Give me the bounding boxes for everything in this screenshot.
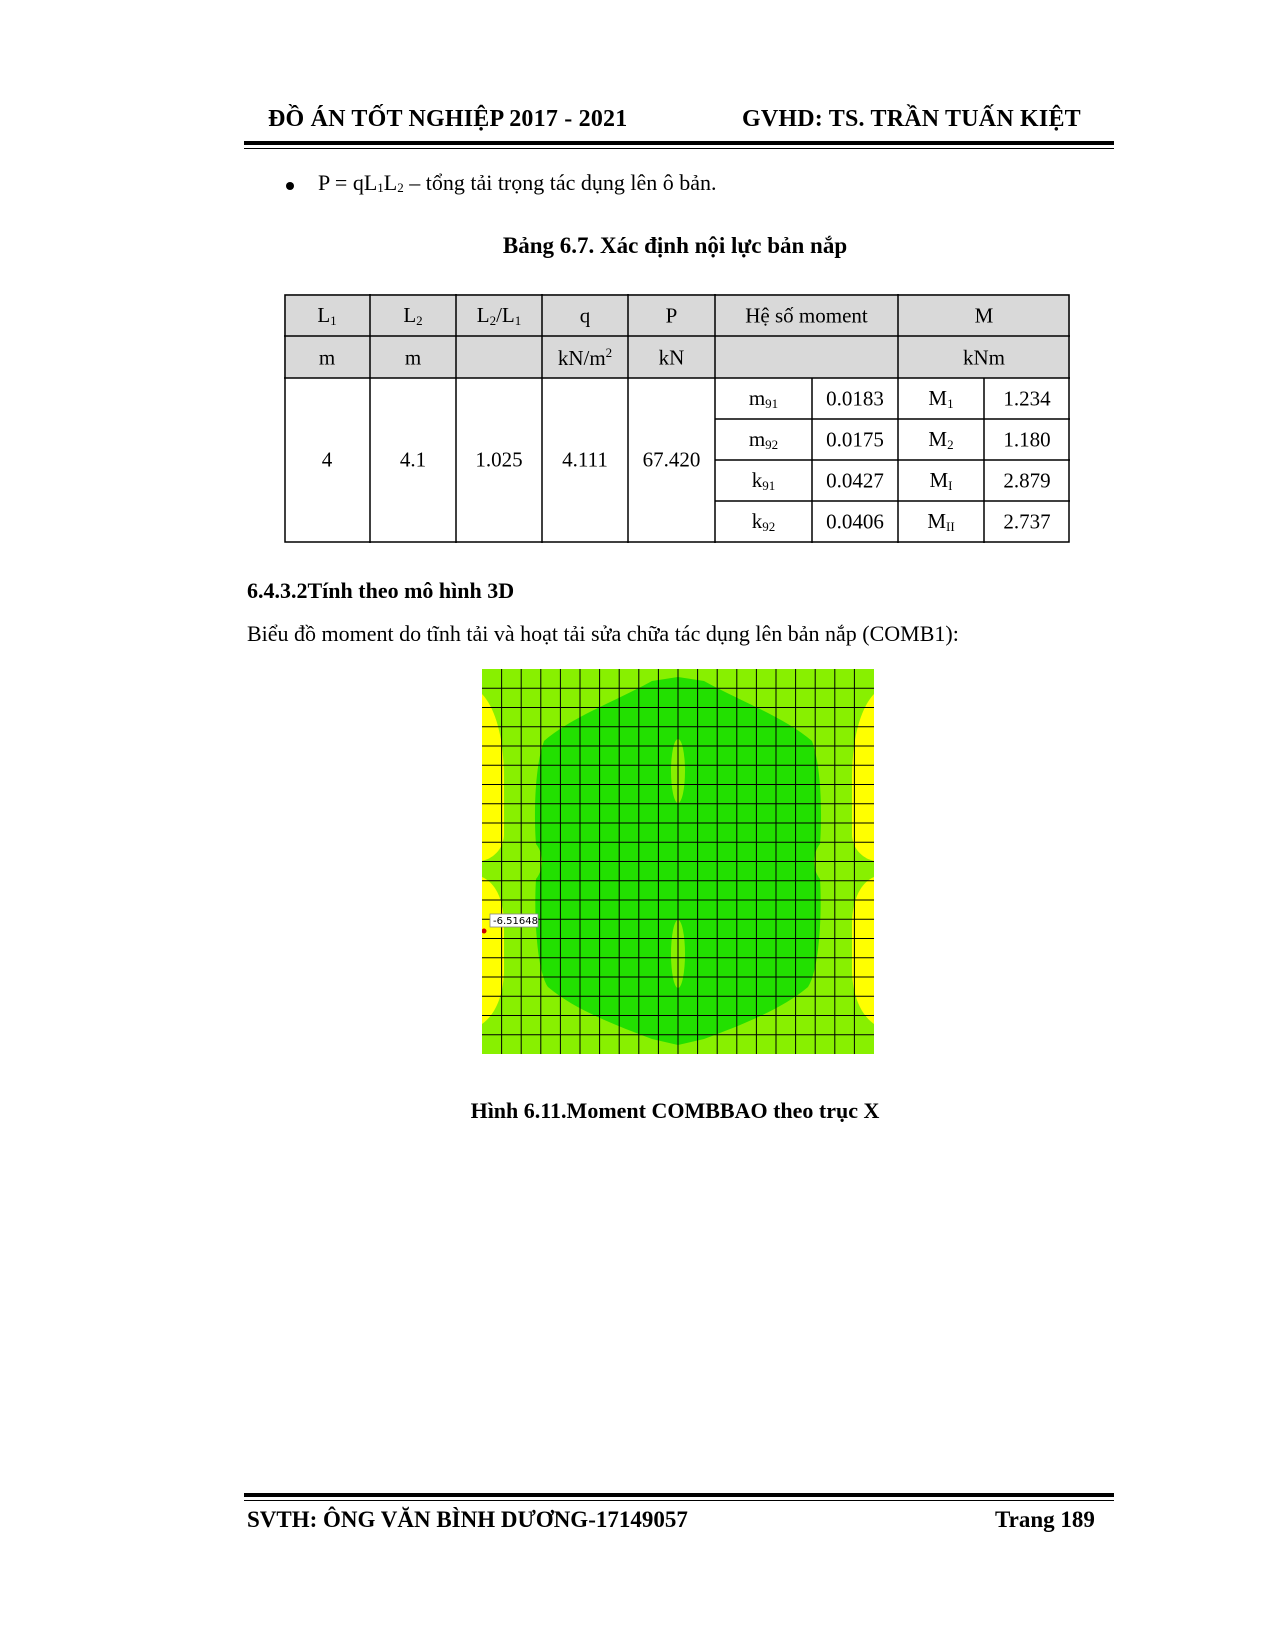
table-grid	[284, 294, 1070, 543]
moment-name: $M_I$	[929, 468, 953, 493]
moment-value: 2.737	[1003, 509, 1051, 534]
moment-contour-figure	[482, 669, 874, 1054]
coef-name: $m_{92}$	[748, 427, 779, 452]
col-header-p: P	[665, 303, 678, 328]
unit-q: $kN/m^2$	[557, 345, 613, 370]
unit-p: kN	[658, 345, 685, 370]
mesh-grid	[482, 669, 874, 1054]
paragraph: Biểu đồ moment do tĩnh tải và hoạt tải sửa chữa tác dụng lên bản nắp (COMB1):	[247, 621, 959, 646]
coef-value: 0.0406	[826, 509, 884, 534]
coef-name: $k_{91}$	[751, 468, 776, 493]
moment-name: $M_{II}$	[927, 509, 955, 534]
unit-m: kNm	[963, 345, 1005, 370]
coef-value: 0.0175	[826, 427, 884, 452]
moment-value: 1.180	[1003, 427, 1051, 452]
value-l1: 4	[321, 447, 333, 472]
moment-name: $M_1$	[928, 386, 954, 411]
value-label: -6.51648	[493, 916, 538, 927]
coef-value: 0.0427	[826, 468, 884, 493]
value-q: 4.111	[562, 447, 608, 472]
col-header-q: q	[579, 303, 591, 328]
footer-rule-thick	[244, 1493, 1114, 1497]
header-rule-thick	[244, 141, 1114, 145]
footer-rule-thin	[244, 1500, 1114, 1501]
moment-table	[284, 294, 1070, 543]
page-number: Trang 189	[995, 1507, 1095, 1532]
col-header-l1: $L_1$	[317, 303, 337, 328]
figure-caption: Hình 6.11.Moment COMBBAO theo trục X	[470, 1098, 880, 1123]
col-header-l2: $L_2$	[403, 303, 423, 328]
value-p: 67.420	[642, 447, 701, 472]
coef-name: $m_{91}$	[748, 386, 779, 411]
header-left: ĐỒ ÁN TỐT NGHIỆP 2017 - 2021	[268, 106, 628, 132]
contour-plot	[482, 669, 874, 1054]
col-header-ratio: $L_2/L_1$	[476, 303, 522, 328]
unit-l1: m	[318, 345, 336, 370]
header-right: GVHD: TS. TRẦN TUẤN KIỆT	[742, 106, 1081, 132]
moment-value: 2.879	[1003, 468, 1051, 493]
col-header-coef: Hệ số moment	[745, 303, 868, 328]
coef-name: $k_{92}$	[751, 509, 776, 534]
col-header-m: M	[974, 303, 994, 328]
section-heading: 6.4.3.2Tính theo mô hình 3D	[247, 578, 515, 603]
value-l2: 4.1	[399, 447, 427, 472]
moment-name: $M_2$	[928, 427, 954, 452]
value-ratio: 1.025	[475, 447, 523, 472]
footer-left: SVTH: ÔNG VĂN BÌNH DƯƠNG-17149057	[247, 1507, 688, 1532]
unit-l2: m	[404, 345, 422, 370]
bullet-text: $P = qL_1L_2$ – tổng tải trọng tác dụng lên ô bản.	[318, 170, 717, 195]
moment-value: 1.234	[1003, 386, 1051, 411]
coef-value: 0.0183	[826, 386, 884, 411]
bullet-icon	[286, 182, 294, 190]
header-rule-thin	[244, 148, 1114, 149]
table-title: Bảng 6.7. Xác định nội lực bản nắp	[502, 233, 848, 258]
